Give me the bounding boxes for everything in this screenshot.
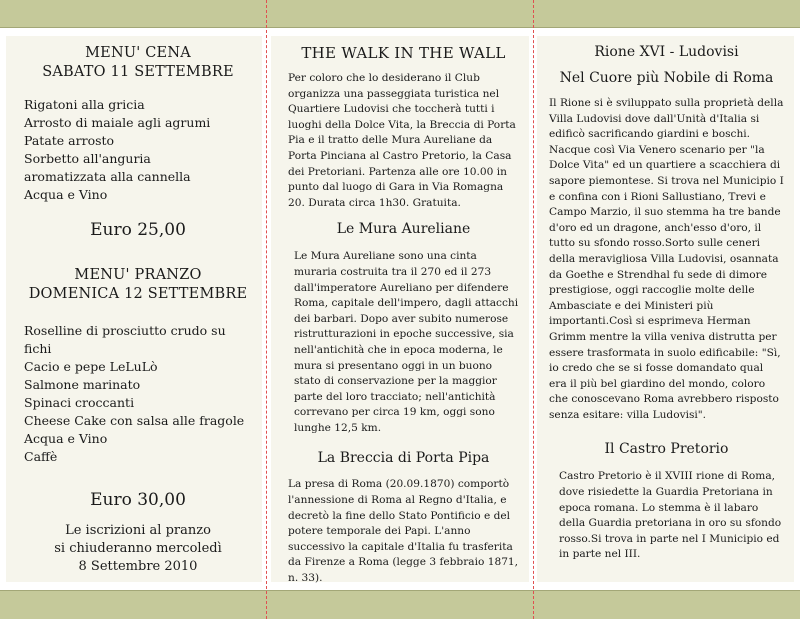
walk-title: THE WALK IN THE WALL (301, 44, 506, 62)
mura-text: Le Mura Aureliane sono una cinta muraria costruita tra il 270 ed il 273 dall'imperatore Aureliano per difendere Roma, capitale dell'impero, dagli attacchi dei barbari. Dopo aver subito numerose ristrutturazioni in epoche successive, sia nell'antichità che in epoca moderna, le mura si presentano oggi in un buono stato di conservazione per la maggior parte del loro tracciato; nell'antichità correvano per circa 19 km, oggi sono lunghe 12,5 km. (294, 250, 519, 434)
rione-panel (537, 36, 794, 582)
iscrizioni-line2: si chiuderanno mercoledì (54, 541, 222, 556)
list-item: Salmone marinato (24, 377, 141, 392)
list-item: Sorbetto all'anguria (24, 151, 151, 166)
menu-cena-title-line2: SABATO 11 SETTEMBRE (42, 64, 234, 80)
iscrizioni-line3: 8 Settembre 2010 (78, 559, 198, 574)
castro-text: Castro Pretorio è il XVIII rione di Roma, dove risiedette la Guardia Pretoriana in epoca romana. Lo stemma è il labaro della Guardia pretoriana in oro su sfondo rosso.Si trova in parte nel I Municipio ed in parte nel III. (559, 470, 782, 561)
breccia-text: La presa di Roma (20.09.1870) comportò l'annessione di Roma al Regno d'Italia, e decretò la fine dello Stato Pontificio e del potere temporale dei Papi. L'anno successivo la capitale d'Italia fu trasferita da Firenze a Roma (legge 3 febbraio 1871, n. 33). (288, 478, 519, 585)
list-item: Roselline di prosciutto crudo su fichi (24, 323, 226, 356)
menu-pranzo-title-line2: DOMENICA 12 SETTEMBRE (28, 286, 248, 302)
list-item: Arrosto di maiale agli agrumi (24, 115, 211, 130)
list-item: Cacio e pepe LeLuLò (24, 359, 158, 374)
walk-text: Per coloro che lo desiderano il Club organizza una passeggiata turistica nel Quartiere Ludovisi che toccherà tutti i luoghi della Dolce Vita, la Breccia di Porta Pia e il tratto delle Mura Aureliane da Porta Pinciana al Castro Pretorio, la Casa dei Pretoriani. Partenza alle ore 10.00 in punto dal luogo di Gara in Via Romagna 20. Durata circa 1h30. Gratuita. (288, 72, 516, 209)
menu-cena-title (24, 44, 252, 82)
top-band (0, 0, 800, 28)
breccia-title: La Breccia di Porta Pipa (317, 450, 490, 467)
castro-title: Il Castro Pretorio (604, 441, 729, 458)
mura-title: Le Mura Aureliane (336, 221, 471, 238)
list-item: Acqua e Vino (24, 187, 108, 202)
iscrizioni-line1: Le iscrizioni al pranzo (65, 523, 211, 538)
menu-pranzo-price: Euro 30,00 (90, 490, 186, 510)
rione-subtitle: Nel Cuore più Nobile di Roma (559, 70, 774, 86)
menu-panel (6, 36, 262, 582)
rione-text: Il Rione si è sviluppato sulla proprietà della Villa Ludovisi dove dall'Unità d'Italia si edificò sacrificando giardini e boschi. Nacque così Via Venero scenario per "la Dolce Vita" ed un quartiere a scacchiera di sapore piemontese. Si trova nel Municipio I e confina con i Rioni Sallustiano, Trevi e Campo Marzio, il suo stemma ha tre bande d'oro ed un dragone, anch'esso d'oro, il tutto su sfondo rosso.Sorto sulle ceneri della meravigliosa Villa Ludovisi, osannata da Goethe e Strendhal fu sede di dimore prestigiose, oggi raccoglie molte delle Ambasciate e dei Ministeri più importanti.Così si esprimeva Herman Grimm mentre la villa veniva distrutta per essere trasformata in suolo edificabile: "Sì, io credo che se si fosse domandato qual era il più bel giardino del mondo, coloro che conoscevano Roma avrebbero risposto senza esitare: villa Ludovisi". (549, 97, 784, 421)
iscrizioni-note (24, 522, 252, 576)
menu-pranzo-title (24, 266, 252, 304)
list-item: Acqua e Vino (24, 431, 108, 446)
menu-cena-title-line1: MENU' CENA (85, 45, 191, 61)
menu-pranzo-title-line1: MENU' PRANZO (74, 267, 202, 283)
list-item: Caffè (24, 449, 58, 464)
menu-cena-price: Euro 25,00 (90, 220, 186, 240)
fold-line-right (533, 0, 534, 619)
list-item: aromatizzata alla cannella (24, 169, 191, 184)
bottom-band (0, 590, 800, 619)
walk-panel (271, 36, 529, 585)
menu-pranzo-list (24, 322, 252, 466)
list-item: Cheese Cake con salsa alle fragole (24, 413, 245, 428)
rione-title: Rione XVI - Ludovisi (594, 44, 739, 60)
list-item: Patate arrosto (24, 133, 115, 148)
list-item: Rigatoni alla gricia (24, 97, 145, 112)
list-item: Spinaci croccanti (24, 395, 135, 410)
fold-line-left (266, 0, 267, 619)
menu-cena-list (24, 96, 252, 204)
